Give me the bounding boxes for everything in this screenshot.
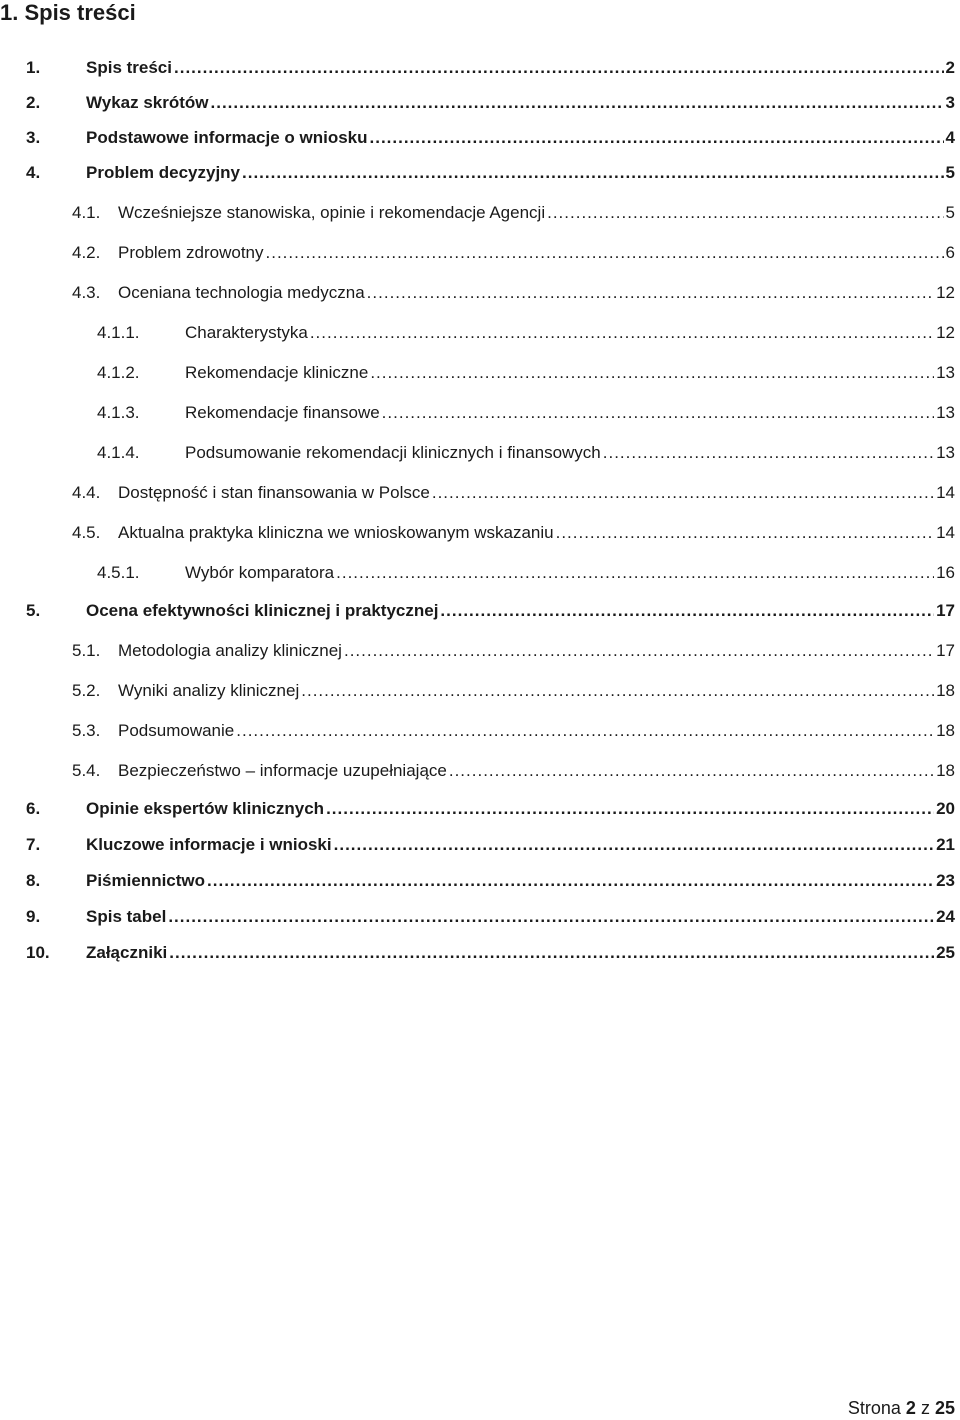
toc-entry-number: 4.1.2. [97,363,140,382]
toc-dot-leader [236,718,934,744]
toc-entry-number: 4.1.3. [97,403,140,422]
toc-entry-title: Dostępność i stan finansowania w Polsce [118,483,430,502]
toc-dot-leader [266,240,944,266]
toc-entry[interactable] [26,55,955,81]
toc-entry-number: 5.4. [72,761,101,780]
toc-entry[interactable] [26,868,955,894]
toc-entry[interactable] [72,200,955,226]
toc-entry-page: 6 [945,243,955,262]
footer-current-page: 2 [905,1398,916,1418]
toc-entry-page: 17 [936,641,955,660]
toc-entry[interactable] [97,560,955,586]
toc-entry-title: Podstawowe informacje o wniosku [86,128,368,147]
toc-entry-page: 18 [936,721,955,740]
toc-dot-leader [556,520,934,546]
toc-entry[interactable] [26,160,955,186]
page-footer [848,1396,955,1420]
toc-entry[interactable] [97,360,955,386]
toc-dot-leader [334,832,934,858]
toc-entry[interactable] [97,320,955,346]
toc-entry[interactable] [97,440,955,466]
toc-dot-leader [370,360,934,386]
toc-entry-title: Wyniki analizy klinicznej [118,681,300,700]
toc-entry-title: Spis treści [86,58,172,77]
page-title: 1. Spis treści [0,0,136,25]
toc-entry-page: 5 [945,163,955,182]
toc-entry-number: 4.1.4. [97,443,140,462]
toc-entry-title: Kluczowe informacje i wnioski [86,835,332,854]
toc-entry-title: Aktualna praktyka kliniczna we wnioskowanym wskazaniu [118,523,554,542]
toc-dot-leader [326,796,934,822]
toc-entry-number: 10. [26,943,50,962]
toc-dot-leader [547,200,943,226]
toc-entry-page: 13 [936,363,955,382]
toc-entry-page: 13 [936,403,955,422]
toc-entry-number: 3. [26,128,41,147]
toc-entry-title: Spis tabel [86,907,167,926]
toc-entry-title: Problem decyzyjny [86,163,241,182]
toc-entry-title: Wybór komparatora [185,563,335,582]
toc-entry[interactable] [72,638,955,664]
toc-entry-title: Podsumowanie rekomendacji klinicznych i finansowych [185,443,601,462]
toc-entry-title: Podsumowanie [118,721,235,740]
toc-entry-number: 4.2. [72,243,101,262]
toc-entry-number: 4.5. [72,523,101,542]
toc-entry-number: 4.5.1. [97,563,140,582]
toc-dot-leader [174,55,944,81]
toc-entry-number: 1. [26,58,41,77]
toc-dot-leader [440,598,934,624]
toc-entry-page: 12 [936,323,955,342]
toc-entry-page: 17 [936,601,955,620]
toc-entry-title: Metodologia analizy klinicznej [118,641,342,660]
toc-dot-leader [367,280,934,306]
toc-entry-title: Opinie ekspertów klinicznych [86,799,325,818]
toc-entry-title: Bezpieczeństwo – informacje uzupełniające [118,761,447,780]
toc-entry-number: 5.1. [72,641,101,660]
toc-dot-leader [301,678,934,704]
toc-entry-title: Załączniki [86,943,168,962]
toc-dot-leader [449,758,934,784]
toc-entry[interactable] [26,598,955,624]
footer-separator: z [920,1398,930,1418]
toc-dot-leader [168,904,934,930]
toc-entry-number: 8. [26,871,41,890]
toc-entry-page: 4 [945,128,955,147]
toc-entry[interactable] [72,480,955,506]
toc-entry-title: Oceniana technologia medyczna [118,283,365,302]
toc-dot-leader [344,638,934,664]
toc-dot-leader [310,320,934,346]
toc-dot-leader [370,125,944,151]
toc-dot-leader [603,440,934,466]
toc-entry-page: 23 [936,871,955,890]
toc-dot-leader [169,940,934,966]
toc-entry-number: 7. [26,835,41,854]
toc-entry[interactable] [72,718,955,744]
toc-entry-page: 20 [936,799,955,818]
toc-entry[interactable] [72,520,955,546]
toc-dot-leader [207,868,934,894]
toc-entry-page: 25 [936,943,955,962]
toc-entry[interactable] [26,904,955,930]
toc-dot-leader [382,400,934,426]
toc-entry[interactable] [72,678,955,704]
toc-entry-title: Charakterystyka [185,323,308,342]
toc-entry[interactable] [72,280,955,306]
toc-entry-number: 4.1.1. [97,323,140,342]
toc-entry-number: 4.3. [72,283,101,302]
toc-entry-page: 14 [936,483,955,502]
toc-entry[interactable] [72,240,955,266]
toc-entry[interactable] [26,796,955,822]
toc-entry-title: Wykaz skrótów [86,93,209,112]
toc-entry-title: Rekomendacje finansowe [185,403,380,422]
toc-entry-page: 24 [936,907,955,926]
toc-dot-leader [242,160,944,186]
toc-entry-number: 5. [26,601,41,620]
toc-entry-number: 2. [26,93,41,112]
toc-entry[interactable] [26,125,955,151]
toc-entry-title: Wcześniejsze stanowiska, opinie i rekomendacje Agencji [118,203,546,222]
toc-entry-page: 18 [936,761,955,780]
toc-entry-number: 5.2. [72,681,101,700]
toc-entry-page: 2 [945,58,955,77]
toc-entry-page: 12 [936,283,955,302]
toc-entry-number: 6. [26,799,41,818]
toc-entry[interactable] [26,90,955,116]
toc-entry-number: 4.4. [72,483,101,502]
toc-entry-number: 5.3. [72,721,101,740]
toc-entry-page: 16 [936,563,955,582]
toc-entry-page: 18 [936,681,955,700]
toc-entry-page: 5 [945,203,955,222]
toc-entry-title: Rekomendacje kliniczne [185,363,369,382]
toc-entry-number: 9. [26,907,41,926]
toc-entry-page: 3 [945,93,955,112]
toc-entry[interactable] [72,758,955,784]
toc-entry-number: 4. [26,163,41,182]
toc-dot-leader [432,480,934,506]
toc-entry-title: Ocena efektywności klinicznej i praktycznej [86,601,439,620]
toc-dot-leader [336,560,934,586]
toc-entry[interactable] [26,832,955,858]
toc-entry-page: 21 [936,835,955,854]
toc-entry-title: Problem zdrowotny [118,243,264,262]
toc-entry-page: 13 [936,443,955,462]
toc-entry[interactable] [97,400,955,426]
toc-dot-leader [211,90,944,116]
toc-entry-title: Piśmiennictwo [86,871,206,890]
toc-entry[interactable] [26,940,955,966]
toc-entry-number: 4.1. [72,203,101,222]
toc-entry-page: 14 [936,523,955,542]
footer-total-pages: 25 [934,1398,955,1418]
footer-prefix: Strona [847,1398,901,1418]
